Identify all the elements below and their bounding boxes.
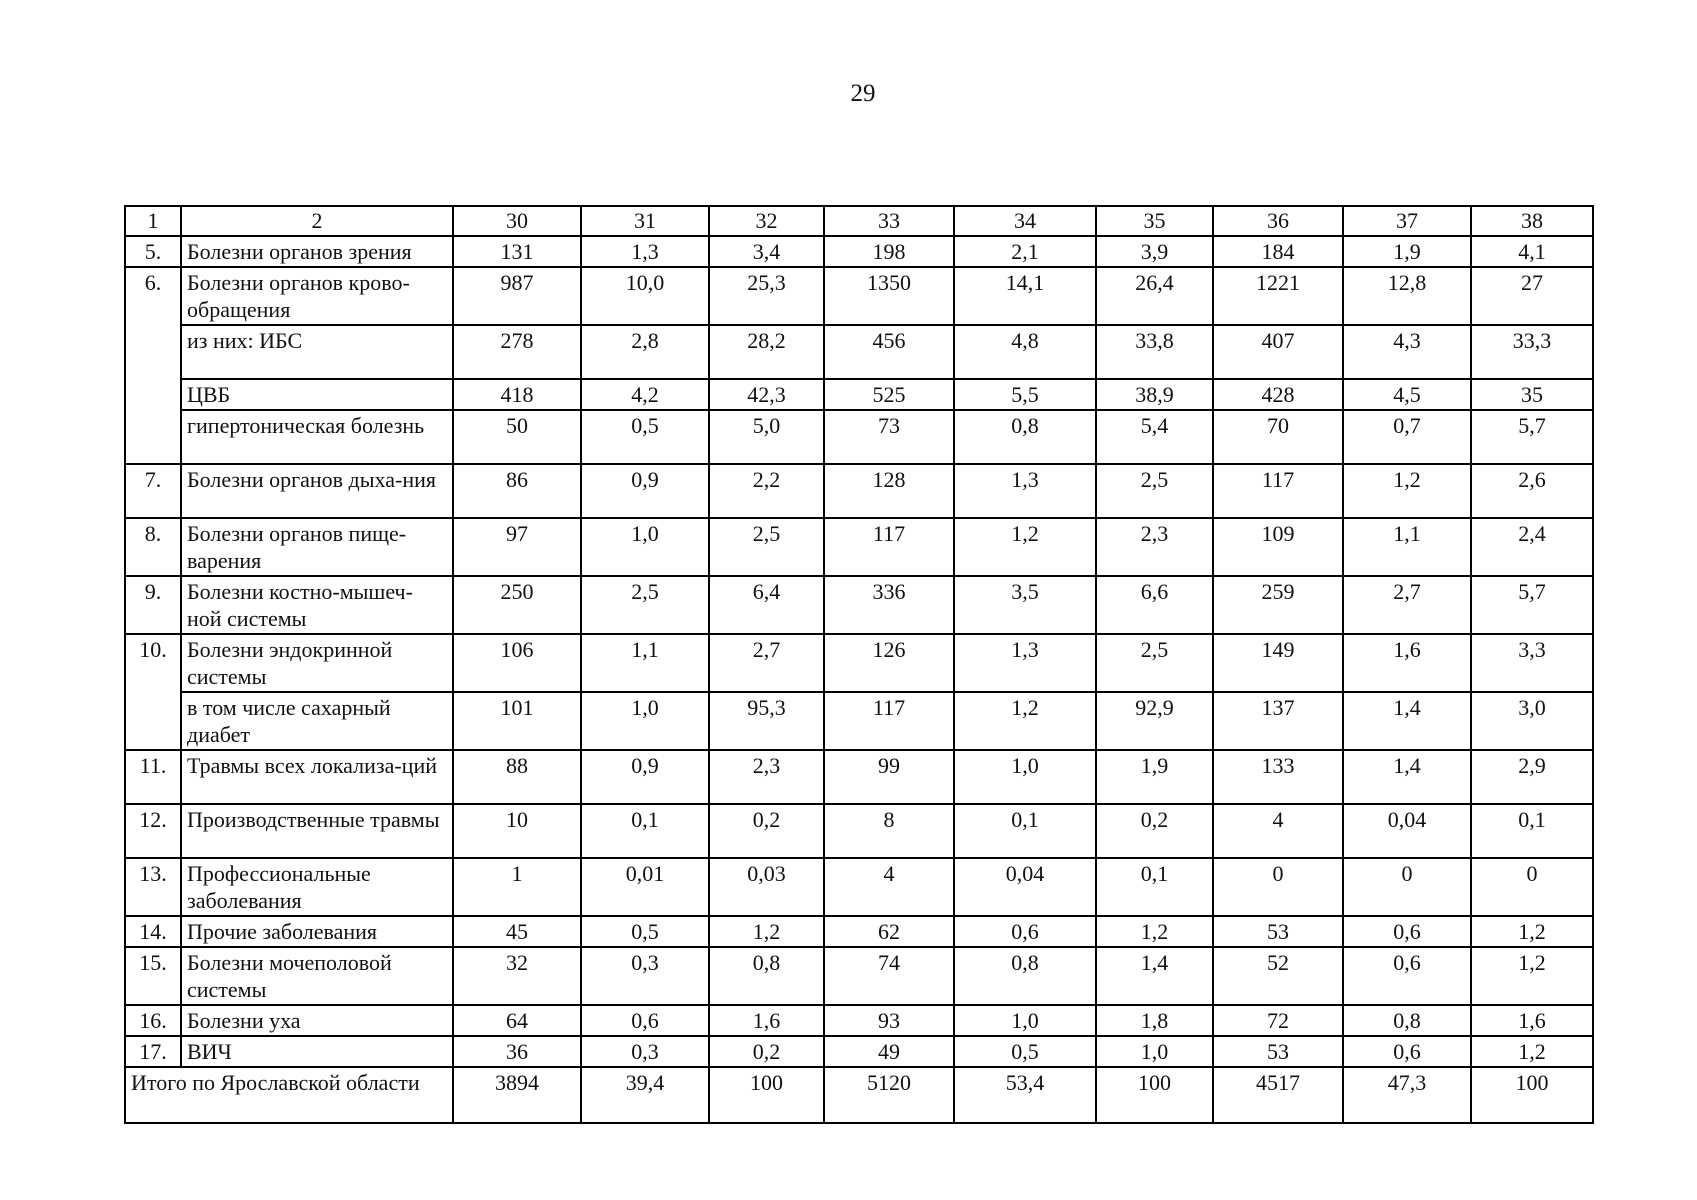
value-cell: 117 xyxy=(824,692,954,750)
total-row xyxy=(125,1067,1593,1123)
table-row xyxy=(125,464,1593,518)
value-cell: 1,2 xyxy=(1471,916,1593,947)
value-cell: 0,1 xyxy=(954,804,1096,858)
value-cell: 1,2 xyxy=(709,916,824,947)
value-cell: 0,8 xyxy=(709,947,824,1005)
value-cell: 92,9 xyxy=(1096,692,1213,750)
disease-name-cell: из них: ИБС xyxy=(181,325,453,379)
value-cell: 137 xyxy=(1213,692,1343,750)
row-number-cell: 15. xyxy=(125,947,181,1005)
header-cell: 36 xyxy=(1213,206,1343,236)
value-cell: 428 xyxy=(1213,379,1343,410)
table-row xyxy=(125,1005,1593,1036)
value-cell: 5,0 xyxy=(709,410,824,464)
value-cell: 0,2 xyxy=(709,804,824,858)
value-cell: 88 xyxy=(453,750,581,804)
row-number-cell: 10. xyxy=(125,634,181,750)
value-cell: 1,6 xyxy=(1343,634,1471,692)
value-cell: 3,3 xyxy=(1471,634,1593,692)
total-value-cell: 100 xyxy=(1471,1067,1593,1123)
value-cell: 184 xyxy=(1213,236,1343,267)
table-row xyxy=(125,750,1593,804)
value-cell: 2,9 xyxy=(1471,750,1593,804)
value-cell: 5,4 xyxy=(1096,410,1213,464)
value-cell: 1350 xyxy=(824,267,954,325)
value-cell: 0,8 xyxy=(954,410,1096,464)
value-cell: 86 xyxy=(453,464,581,518)
value-cell: 0,2 xyxy=(1096,804,1213,858)
total-value-cell: 3894 xyxy=(453,1067,581,1123)
total-value-cell: 100 xyxy=(1096,1067,1213,1123)
value-cell: 126 xyxy=(824,634,954,692)
row-number-cell: 5. xyxy=(125,236,181,267)
value-cell: 1,3 xyxy=(581,236,709,267)
value-cell: 1,4 xyxy=(1096,947,1213,1005)
table-row xyxy=(125,692,1593,750)
disease-name-cell: Производственные травмы xyxy=(181,804,453,858)
value-cell: 101 xyxy=(453,692,581,750)
header-cell: 1 xyxy=(125,206,181,236)
value-cell: 0 xyxy=(1471,858,1593,916)
header-cell: 2 xyxy=(181,206,453,236)
value-cell: 418 xyxy=(453,379,581,410)
value-cell: 52 xyxy=(1213,947,1343,1005)
value-cell: 53 xyxy=(1213,1036,1343,1067)
value-cell: 117 xyxy=(1213,464,1343,518)
value-cell: 1,4 xyxy=(1343,750,1471,804)
header-cell: 31 xyxy=(581,206,709,236)
value-cell: 73 xyxy=(824,410,954,464)
header-row xyxy=(125,206,1593,236)
value-cell: 0 xyxy=(1343,858,1471,916)
value-cell: 10,0 xyxy=(581,267,709,325)
table-row xyxy=(125,804,1593,858)
value-cell: 987 xyxy=(453,267,581,325)
value-cell: 0,9 xyxy=(581,464,709,518)
value-cell: 2,7 xyxy=(709,634,824,692)
value-cell: 3,4 xyxy=(709,236,824,267)
value-cell: 4,1 xyxy=(1471,236,1593,267)
value-cell: 1,0 xyxy=(1096,1036,1213,1067)
total-value-cell: 47,3 xyxy=(1343,1067,1471,1123)
table-row xyxy=(125,410,1593,464)
header-cell: 37 xyxy=(1343,206,1471,236)
value-cell: 2,5 xyxy=(581,576,709,634)
row-number-cell: 12. xyxy=(125,804,181,858)
value-cell: 259 xyxy=(1213,576,1343,634)
total-value-cell: 4517 xyxy=(1213,1067,1343,1123)
value-cell: 149 xyxy=(1213,634,1343,692)
value-cell: 0,8 xyxy=(1343,1005,1471,1036)
value-cell: 0,1 xyxy=(1471,804,1593,858)
value-cell: 0,6 xyxy=(954,916,1096,947)
value-cell: 1,9 xyxy=(1343,236,1471,267)
value-cell: 2,7 xyxy=(1343,576,1471,634)
value-cell: 198 xyxy=(824,236,954,267)
value-cell: 1,0 xyxy=(954,1005,1096,1036)
value-cell: 4 xyxy=(824,858,954,916)
table-row xyxy=(125,267,1593,325)
table-row xyxy=(125,576,1593,634)
value-cell: 49 xyxy=(824,1036,954,1067)
value-cell: 117 xyxy=(824,518,954,576)
total-value-cell: 39,4 xyxy=(581,1067,709,1123)
value-cell: 4,3 xyxy=(1343,325,1471,379)
value-cell: 1,3 xyxy=(954,634,1096,692)
value-cell: 8 xyxy=(824,804,954,858)
total-value-cell: 5120 xyxy=(824,1067,954,1123)
total-label-cell: Итого по Ярославской области xyxy=(125,1067,453,1123)
row-number-cell: 7. xyxy=(125,464,181,518)
header-cell: 32 xyxy=(709,206,824,236)
value-cell: 28,2 xyxy=(709,325,824,379)
value-cell: 1221 xyxy=(1213,267,1343,325)
value-cell: 2,4 xyxy=(1471,518,1593,576)
value-cell: 0,1 xyxy=(581,804,709,858)
value-cell: 74 xyxy=(824,947,954,1005)
header-cell: 34 xyxy=(954,206,1096,236)
value-cell: 1,2 xyxy=(954,692,1096,750)
value-cell: 128 xyxy=(824,464,954,518)
value-cell: 0,5 xyxy=(954,1036,1096,1067)
value-cell: 2,3 xyxy=(709,750,824,804)
header-cell: 38 xyxy=(1471,206,1593,236)
row-number-cell: 16. xyxy=(125,1005,181,1036)
value-cell: 38,9 xyxy=(1096,379,1213,410)
value-cell: 250 xyxy=(453,576,581,634)
disease-name-cell: ВИЧ xyxy=(181,1036,453,1067)
value-cell: 70 xyxy=(1213,410,1343,464)
value-cell: 2,8 xyxy=(581,325,709,379)
disease-name-cell: Болезни органов пище-варения xyxy=(181,518,453,576)
value-cell: 36 xyxy=(453,1036,581,1067)
value-cell: 1,0 xyxy=(954,750,1096,804)
value-cell: 53 xyxy=(1213,916,1343,947)
total-value-cell: 100 xyxy=(709,1067,824,1123)
table-row xyxy=(125,1036,1593,1067)
value-cell: 1,1 xyxy=(1343,518,1471,576)
disease-name-cell: Болезни органов крово-обращения xyxy=(181,267,453,325)
value-cell: 2,5 xyxy=(1096,464,1213,518)
value-cell: 27 xyxy=(1471,267,1593,325)
value-cell: 50 xyxy=(453,410,581,464)
disease-name-cell: Болезни костно-мышеч-ной системы xyxy=(181,576,453,634)
value-cell: 14,1 xyxy=(954,267,1096,325)
value-cell: 0,9 xyxy=(581,750,709,804)
value-cell: 0,03 xyxy=(709,858,824,916)
value-cell: 0,5 xyxy=(581,410,709,464)
value-cell: 1,0 xyxy=(581,518,709,576)
value-cell: 456 xyxy=(824,325,954,379)
table-row xyxy=(125,634,1593,692)
value-cell: 2,2 xyxy=(709,464,824,518)
value-cell: 97 xyxy=(453,518,581,576)
value-cell: 1,1 xyxy=(581,634,709,692)
value-cell: 4 xyxy=(1213,804,1343,858)
value-cell: 4,5 xyxy=(1343,379,1471,410)
value-cell: 12,8 xyxy=(1343,267,1471,325)
value-cell: 45 xyxy=(453,916,581,947)
value-cell: 1,2 xyxy=(1096,916,1213,947)
value-cell: 62 xyxy=(824,916,954,947)
value-cell: 32 xyxy=(453,947,581,1005)
value-cell: 0,04 xyxy=(1343,804,1471,858)
value-cell: 133 xyxy=(1213,750,1343,804)
row-number-cell: 13. xyxy=(125,858,181,916)
value-cell: 2,5 xyxy=(709,518,824,576)
value-cell: 99 xyxy=(824,750,954,804)
value-cell: 1,2 xyxy=(1343,464,1471,518)
value-cell: 0,8 xyxy=(954,947,1096,1005)
value-cell: 1,3 xyxy=(954,464,1096,518)
disease-name-cell: Болезни мочеполовой системы xyxy=(181,947,453,1005)
value-cell: 0,6 xyxy=(1343,1036,1471,1067)
value-cell: 0,3 xyxy=(581,947,709,1005)
disease-name-cell: Болезни органов зрения xyxy=(181,236,453,267)
disease-name-cell: Прочие заболевания xyxy=(181,916,453,947)
value-cell: 109 xyxy=(1213,518,1343,576)
value-cell: 5,7 xyxy=(1471,576,1593,634)
value-cell: 3,0 xyxy=(1471,692,1593,750)
value-cell: 4,2 xyxy=(581,379,709,410)
table-row xyxy=(125,518,1593,576)
value-cell: 131 xyxy=(453,236,581,267)
value-cell: 0,6 xyxy=(1343,947,1471,1005)
value-cell: 0,6 xyxy=(1343,916,1471,947)
disease-name-cell: Болезни органов дыха-ния xyxy=(181,464,453,518)
statistics-table xyxy=(124,205,1594,1124)
table-row xyxy=(125,858,1593,916)
value-cell: 0 xyxy=(1213,858,1343,916)
value-cell: 1,2 xyxy=(954,518,1096,576)
value-cell: 0,04 xyxy=(954,858,1096,916)
value-cell: 0,01 xyxy=(581,858,709,916)
value-cell: 2,3 xyxy=(1096,518,1213,576)
value-cell: 1,4 xyxy=(1343,692,1471,750)
table-row xyxy=(125,236,1593,267)
value-cell: 4,8 xyxy=(954,325,1096,379)
value-cell: 525 xyxy=(824,379,954,410)
value-cell: 2,5 xyxy=(1096,634,1213,692)
value-cell: 3,9 xyxy=(1096,236,1213,267)
value-cell: 278 xyxy=(453,325,581,379)
value-cell: 0,6 xyxy=(581,1005,709,1036)
header-cell: 30 xyxy=(453,206,581,236)
row-number-cell: 17. xyxy=(125,1036,181,1067)
value-cell: 33,3 xyxy=(1471,325,1593,379)
disease-name-cell: Травмы всех локализа-ций xyxy=(181,750,453,804)
row-number-cell: 14. xyxy=(125,916,181,947)
value-cell: 1,2 xyxy=(1471,1036,1593,1067)
table-row xyxy=(125,379,1593,410)
header-cell: 35 xyxy=(1096,206,1213,236)
value-cell: 64 xyxy=(453,1005,581,1036)
value-cell: 42,3 xyxy=(709,379,824,410)
value-cell: 0,3 xyxy=(581,1036,709,1067)
total-value-cell: 53,4 xyxy=(954,1067,1096,1123)
value-cell: 6,4 xyxy=(709,576,824,634)
value-cell: 1,8 xyxy=(1096,1005,1213,1036)
value-cell: 33,8 xyxy=(1096,325,1213,379)
row-number-cell: 9. xyxy=(125,576,181,634)
value-cell: 407 xyxy=(1213,325,1343,379)
header-cell: 33 xyxy=(824,206,954,236)
value-cell: 106 xyxy=(453,634,581,692)
value-cell: 93 xyxy=(824,1005,954,1036)
disease-name-cell: Болезни эндокринной системы xyxy=(181,634,453,692)
value-cell: 25,3 xyxy=(709,267,824,325)
table-row xyxy=(125,947,1593,1005)
value-cell: 1,6 xyxy=(1471,1005,1593,1036)
disease-name-cell: Профессиональные заболевания xyxy=(181,858,453,916)
row-number-cell: 11. xyxy=(125,750,181,804)
disease-name-cell: в том числе сахарный диабет xyxy=(181,692,453,750)
disease-name-cell: Болезни уха xyxy=(181,1005,453,1036)
value-cell: 1,2 xyxy=(1471,947,1593,1005)
row-number-cell: 8. xyxy=(125,518,181,576)
value-cell: 5,5 xyxy=(954,379,1096,410)
value-cell: 95,3 xyxy=(709,692,824,750)
disease-name-cell: гипертоническая болезнь xyxy=(181,410,453,464)
value-cell: 1,0 xyxy=(581,692,709,750)
value-cell: 0,7 xyxy=(1343,410,1471,464)
value-cell: 0,1 xyxy=(1096,858,1213,916)
value-cell: 2,6 xyxy=(1471,464,1593,518)
value-cell: 336 xyxy=(824,576,954,634)
value-cell: 1,6 xyxy=(709,1005,824,1036)
disease-name-cell: ЦВБ xyxy=(181,379,453,410)
row-number-cell: 6. xyxy=(125,267,181,464)
table-row xyxy=(125,325,1593,379)
value-cell: 1 xyxy=(453,858,581,916)
value-cell: 6,6 xyxy=(1096,576,1213,634)
value-cell: 26,4 xyxy=(1096,267,1213,325)
value-cell: 0,5 xyxy=(581,916,709,947)
value-cell: 10 xyxy=(453,804,581,858)
value-cell: 2,1 xyxy=(954,236,1096,267)
value-cell: 5,7 xyxy=(1471,410,1593,464)
page-number: 29 xyxy=(850,80,876,107)
value-cell: 3,5 xyxy=(954,576,1096,634)
value-cell: 35 xyxy=(1471,379,1593,410)
value-cell: 72 xyxy=(1213,1005,1343,1036)
value-cell: 0,2 xyxy=(709,1036,824,1067)
table-row xyxy=(125,916,1593,947)
value-cell: 1,9 xyxy=(1096,750,1213,804)
